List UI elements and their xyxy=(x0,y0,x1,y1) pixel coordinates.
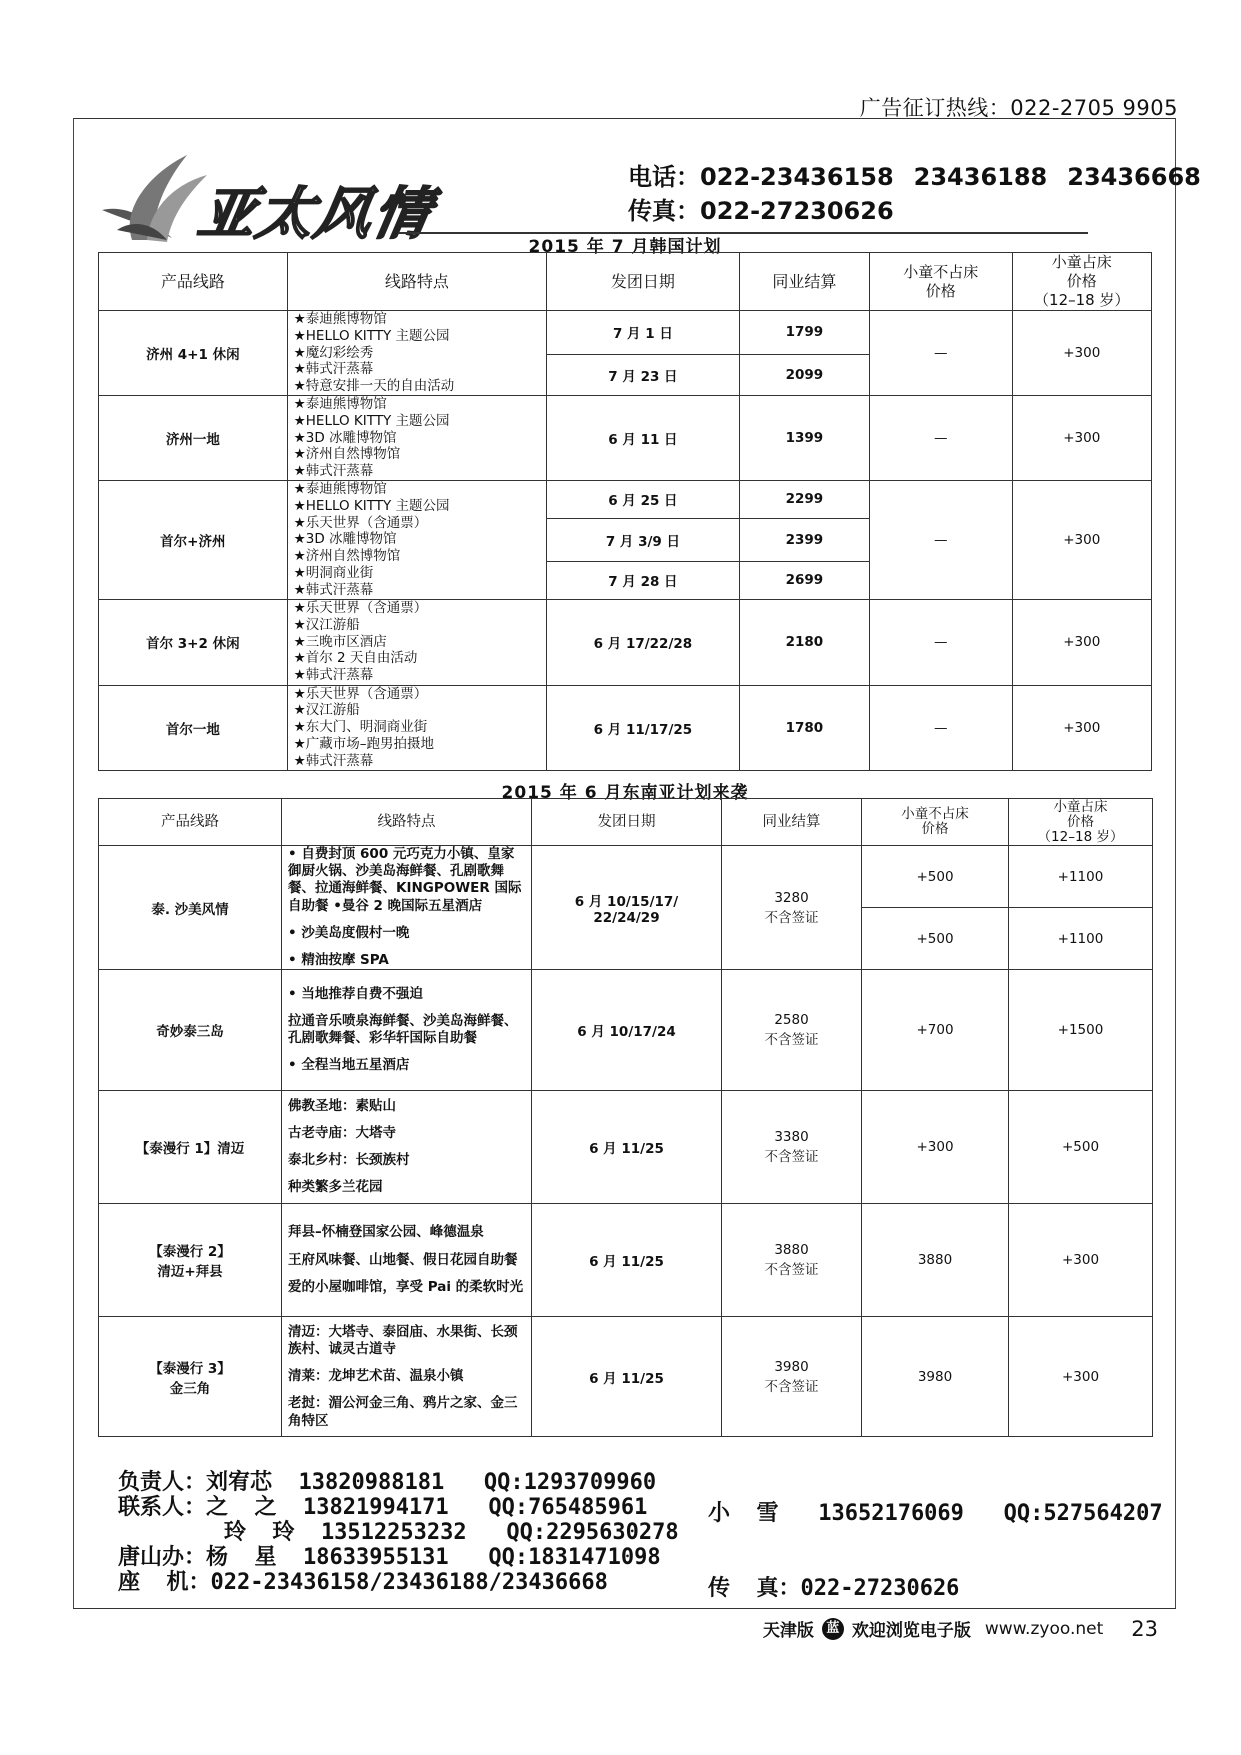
phone-label: 电话： xyxy=(628,163,700,191)
route-features xyxy=(282,846,532,970)
feature-item: ★韩式汗蒸幕 xyxy=(293,667,374,684)
peer-price: 1780 xyxy=(739,685,869,770)
table-row xyxy=(99,1317,1153,1437)
feature-item: ★泰迪熊博物馆 xyxy=(293,395,387,412)
phone-3: 23436668 xyxy=(1067,163,1201,191)
ad-hotline: 广告征订热线：022-2705 9905 xyxy=(859,96,1178,120)
departure-date: 6 月 10/15/17/ 22/24/29 xyxy=(532,846,722,970)
route-name: 首尔 3+2 休闲 xyxy=(99,599,288,685)
feature-item: ★乐天世界（含通票） xyxy=(293,685,428,702)
child-bed-price: +500 xyxy=(1009,1091,1153,1204)
feature-item: ★HELLO KITTY 主题公园 xyxy=(293,497,450,514)
departure-date: 6 月 11/25 xyxy=(532,1204,722,1317)
feature-item: ★3D 冰雕博物馆 xyxy=(293,429,397,446)
feature-item: • 沙美岛度假村一晚 xyxy=(288,924,410,941)
feature-item: 佛教圣地：素贴山 xyxy=(288,1097,396,1114)
feature-item: ★乐天世界（含通票） xyxy=(293,600,428,617)
child-bed-price: +300 xyxy=(1009,1317,1153,1437)
child-no-bed-price: — xyxy=(870,480,1013,599)
child-bed-price: +1100 xyxy=(1009,908,1153,970)
feature-gap xyxy=(288,1169,525,1179)
route-name: 【泰漫行 2】 清迈+拜县 xyxy=(99,1204,282,1317)
feature-item: • 精油按摩 SPA xyxy=(288,952,389,969)
route-name: 泰. 沙美风情 xyxy=(99,846,282,970)
peer-price xyxy=(722,1204,862,1317)
sea-plan-table xyxy=(98,798,1153,1437)
column-header: 同业结算 xyxy=(722,799,862,846)
route-name: 济州一地 xyxy=(99,395,288,480)
column-header: 小童占床 价格 （12–18 岁） xyxy=(1009,799,1153,846)
departure-date: 7 月 23 日 xyxy=(547,354,740,395)
feature-item: • 全程当地五星酒店 xyxy=(288,1057,410,1074)
feature-item: ★韩式汗蒸幕 xyxy=(293,463,374,480)
visa-note: 不含签证 xyxy=(764,1032,819,1049)
child-no-bed-price: — xyxy=(870,685,1013,770)
edition-label: 天津版 xyxy=(762,1621,814,1641)
feature-item: ★泰迪熊博物馆 xyxy=(293,480,387,497)
column-header: 发团日期 xyxy=(547,253,740,311)
child-bed-price: +300 xyxy=(1012,395,1151,480)
child-bed-price: +1500 xyxy=(1009,970,1153,1091)
korea-plan-title: 2015 年 7 月韩国计划 xyxy=(528,237,722,257)
feature-item: ★魔幻彩绘秀 xyxy=(293,344,374,361)
feature-item: ★特意安排一天的自由活动 xyxy=(293,378,455,395)
contact-xiaoxue: 小 雪 13652176069 QQ:527564207 xyxy=(708,1501,1163,1526)
visa-note: 不含签证 xyxy=(764,1262,819,1279)
child-bed-price: +300 xyxy=(1009,1204,1153,1317)
column-header: 线路特点 xyxy=(287,253,546,311)
feature-item: ★东大门、明洞商业街 xyxy=(293,719,428,736)
child-bed-price: +300 xyxy=(1012,599,1151,685)
feature-item: ★首尔 2 天自由活动 xyxy=(293,650,418,667)
price-value: 3880 xyxy=(774,1242,809,1259)
peer-price: 2699 xyxy=(739,561,869,599)
child-no-bed-price: +300 xyxy=(862,1091,1009,1204)
departure-date: 7 月 3/9 日 xyxy=(547,518,740,561)
column-header: 线路特点 xyxy=(282,799,532,846)
peer-price: 2180 xyxy=(739,599,869,685)
child-no-bed-price: 3880 xyxy=(862,1204,1009,1317)
peer-price xyxy=(722,1091,862,1204)
table-row xyxy=(99,1204,1153,1317)
table-row xyxy=(99,311,1152,355)
feature-item: ★汉江游船 xyxy=(293,702,360,719)
child-bed-price: +300 xyxy=(1012,311,1151,396)
child-no-bed-price: 3980 xyxy=(862,1317,1009,1437)
feature-gap xyxy=(288,1358,525,1368)
page-number: 23 xyxy=(1131,1616,1158,1641)
contact-line-1: 负责人：刘宥芯 13820988181 QQ:1293709960 xyxy=(118,1470,657,1495)
feature-item: ★3D 冰雕博物馆 xyxy=(293,531,397,548)
child-bed-price: +300 xyxy=(1012,480,1151,599)
visa-note: 不含签证 xyxy=(764,909,819,926)
price-value: 3980 xyxy=(774,1358,809,1375)
feature-item: ★韩式汗蒸幕 xyxy=(293,752,374,769)
child-bed-price: +300 xyxy=(1012,685,1151,770)
table-row xyxy=(99,970,1153,1091)
departure-date: 6 月 11/25 xyxy=(532,1091,722,1204)
feature-gap xyxy=(288,942,525,952)
sea-plan-title: 2015 年 6 月东南亚计划来袭 xyxy=(501,783,749,803)
table-row xyxy=(99,846,1153,908)
peer-price: 1399 xyxy=(739,395,869,480)
price-value: 3280 xyxy=(774,889,809,906)
feature-item: 拉通音乐喷泉海鲜餐、沙美岛海鲜餐、孔剧歌舞餐、彩华轩国际自助餐 xyxy=(288,1013,518,1047)
feature-item: • 当地推荐自费不强迫 xyxy=(288,985,423,1002)
feature-gap xyxy=(288,1115,525,1125)
feature-item: ★三晚市区酒店 xyxy=(293,633,387,650)
welcome-text: 欢迎浏览电子版 xyxy=(851,1621,971,1641)
feature-item: 种类繁多兰花园 xyxy=(288,1179,383,1196)
departure-date: 6 月 25 日 xyxy=(547,480,740,518)
route-features xyxy=(282,1091,532,1204)
contact-line-3: 玲 玲 13512253232 QQ:2295630278 xyxy=(118,1520,679,1545)
column-header: 产品线路 xyxy=(99,253,288,311)
child-no-bed-price: +500 xyxy=(862,908,1009,970)
peer-price xyxy=(722,846,862,970)
route-features xyxy=(287,599,546,685)
feature-item: ★韩式汗蒸幕 xyxy=(293,581,374,598)
feature-item: ★汉江游船 xyxy=(293,616,360,633)
feature-gap xyxy=(288,1385,525,1395)
child-no-bed-price: — xyxy=(870,599,1013,685)
column-header: 产品线路 xyxy=(99,799,282,846)
departure-date: 6 月 11 日 xyxy=(547,395,740,480)
feature-gap xyxy=(288,1269,525,1279)
peer-price: 2399 xyxy=(739,518,869,561)
route-features xyxy=(282,1317,532,1437)
footer-rule xyxy=(73,1608,1176,1609)
feature-gap xyxy=(288,1142,525,1152)
peer-price xyxy=(722,1317,862,1437)
child-no-bed-price: +700 xyxy=(862,970,1009,1091)
price-value: 2580 xyxy=(774,1012,809,1029)
feature-item: 爱的小屋咖啡馆，享受 Pai 的柔软时光 xyxy=(288,1278,524,1295)
table-row xyxy=(99,395,1152,480)
feature-item: ★HELLO KITTY 主题公园 xyxy=(293,412,450,429)
route-name: 首尔一地 xyxy=(99,685,288,770)
peer-price: 2299 xyxy=(739,480,869,518)
visa-note: 不含签证 xyxy=(764,1378,819,1395)
phone-2: 23436188 xyxy=(913,163,1048,191)
price-value: 3380 xyxy=(774,1129,809,1146)
departure-date: 7 月 1 日 xyxy=(547,311,740,355)
contact-line-4: 唐山办：杨 星 18633955131 QQ:1831471098 xyxy=(118,1545,661,1570)
feature-gap xyxy=(288,1003,525,1013)
departure-date: 6 月 11/17/25 xyxy=(547,685,740,770)
peer-price: 1799 xyxy=(739,311,869,355)
phone-1: 022-23436158 xyxy=(700,163,894,191)
column-header: 小童不占床 价格 xyxy=(870,253,1013,311)
route-features xyxy=(287,480,546,599)
departure-date: 7 月 28 日 xyxy=(547,561,740,599)
feature-item: ★乐天世界（含通票） xyxy=(293,514,428,531)
contact-line-5: 座 机：022-23436158/23436188/23436668 xyxy=(118,1570,608,1595)
feature-item: 古老寺庙：大塔寺 xyxy=(288,1125,396,1142)
fax-label: 传真： xyxy=(628,197,700,225)
route-features xyxy=(282,1204,532,1317)
column-header: 同业结算 xyxy=(739,253,869,311)
contact-line-2: 联系人：之 之 13821994171 QQ:765485961 xyxy=(118,1495,648,1520)
feature-item: ★济州自然博物馆 xyxy=(293,446,401,463)
feature-item: 泰北乡村：长颈族村 xyxy=(288,1152,410,1169)
child-no-bed-price: — xyxy=(870,395,1013,480)
table-row xyxy=(99,1091,1153,1204)
site-url[interactable]: www.zyoo.net xyxy=(984,1618,1104,1639)
route-features xyxy=(282,970,532,1091)
peer-price xyxy=(722,970,862,1091)
contact-fax: 传 真：022-27230626 xyxy=(708,1576,960,1601)
column-header: 发团日期 xyxy=(532,799,722,846)
route-name: 济州 4+1 休闲 xyxy=(99,311,288,396)
brand-name: 亚太风情 xyxy=(193,181,438,247)
route-name: 【泰漫行 3】 金三角 xyxy=(99,1317,282,1437)
feature-item: 王府风味餐、山地餐、假日花园自助餐 xyxy=(288,1251,518,1268)
feature-item: ★韩式汗蒸幕 xyxy=(293,361,374,378)
route-features xyxy=(287,311,546,396)
route-name: 首尔+济州 xyxy=(99,480,288,599)
feature-item: 拜县–怀楠登国家公园、峰德温泉 xyxy=(288,1224,484,1241)
badge-icon: 蓝 xyxy=(822,1618,844,1640)
feature-item: ★泰迪熊博物馆 xyxy=(293,311,387,327)
feature-item: ★广藏市场–跑男拍摄地 xyxy=(293,735,435,752)
table-row xyxy=(99,599,1152,685)
column-header: 小童不占床 价格 xyxy=(862,799,1009,846)
korea-plan-table xyxy=(98,252,1152,771)
visa-note: 不含签证 xyxy=(764,1149,819,1166)
column-header: 小童占床 价格 （12–18 岁） xyxy=(1012,253,1151,311)
table-row xyxy=(99,685,1152,770)
child-bed-price: +1100 xyxy=(1009,846,1153,908)
top-contact xyxy=(628,160,1221,228)
departure-date: 6 月 10/17/24 xyxy=(532,970,722,1091)
peer-price: 2099 xyxy=(739,354,869,395)
table-row xyxy=(99,480,1152,518)
fax-row xyxy=(628,194,1221,228)
route-name: 【泰漫行 1】清迈 xyxy=(99,1091,282,1204)
contacts-block xyxy=(118,1470,679,1595)
feature-item: ★济州自然博物馆 xyxy=(293,548,401,565)
child-no-bed-price: — xyxy=(870,311,1013,396)
brand-logo xyxy=(92,150,482,245)
feature-gap xyxy=(288,1242,525,1252)
page-footer xyxy=(763,1616,1158,1641)
departure-date: 6 月 17/22/28 xyxy=(547,599,740,685)
feature-gap xyxy=(288,1047,525,1057)
departure-date: 6 月 11/25 xyxy=(532,1317,722,1437)
feature-item: 清迈：大塔寺、泰囧庙、水果街、长颈族村、诚灵古道寺 xyxy=(288,1323,518,1357)
feature-item: ★明洞商业街 xyxy=(293,564,374,581)
route-features xyxy=(287,685,546,770)
feature-gap xyxy=(288,915,525,925)
child-no-bed-price: +500 xyxy=(862,846,1009,908)
header-row xyxy=(99,799,1153,846)
route-features xyxy=(287,395,546,480)
header-row xyxy=(99,253,1152,311)
phone-row xyxy=(628,160,1221,194)
fax-number: 022-27230626 xyxy=(700,197,894,225)
feature-item: 清莱：龙坤艺术苗、温泉小镇 xyxy=(288,1368,464,1385)
feature-item: ★HELLO KITTY 主题公园 xyxy=(293,327,450,344)
feature-item: • 自费封顶 600 元巧克力小镇、皇家御厨火锅、沙美岛海鲜餐、孔剧歌舞餐、拉通海鲜餐、KINGPOWER 国际自助餐 •曼谷 2 晚国际五星酒店 xyxy=(288,846,522,914)
route-name: 奇妙泰三岛 xyxy=(99,970,282,1091)
feature-item: 老挝：湄公河金三角、鸦片之家、金三角特区 xyxy=(288,1395,518,1429)
